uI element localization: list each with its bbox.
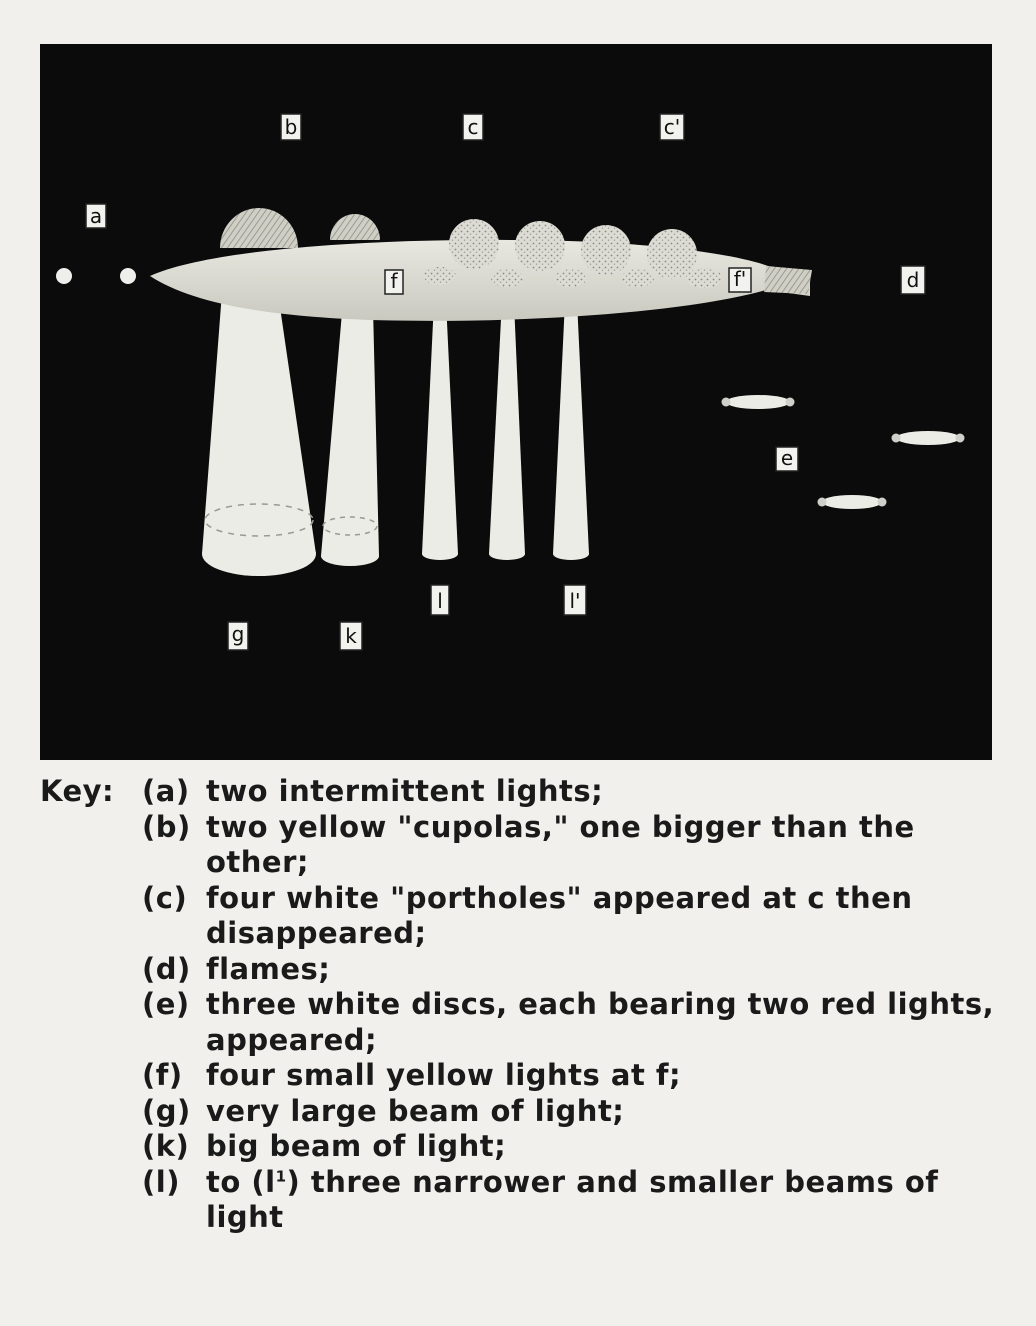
- svg-text:e: e: [780, 446, 794, 470]
- small-light-1: [424, 267, 456, 285]
- key-text: two yellow "cupolas," one bigger than the other;: [206, 809, 915, 879]
- svg-text:l': l': [569, 589, 581, 613]
- key-item-d: [40, 952, 1000, 988]
- key-item-g: [40, 1094, 1000, 1130]
- key-item-l: [40, 1165, 1000, 1236]
- svg-text:d: d: [906, 268, 920, 292]
- porthole-2: [515, 221, 565, 271]
- svg-text:a: a: [89, 204, 103, 228]
- svg-text:g: g: [231, 622, 245, 646]
- key-code: (k): [142, 1129, 190, 1163]
- key-text: very large beam of light;: [206, 1093, 625, 1128]
- small-light-2: [491, 269, 523, 287]
- key-text: big beam of light;: [206, 1129, 507, 1163]
- key-text: [206, 1165, 1000, 1236]
- svg-text:f': f': [733, 267, 747, 291]
- key-item-c: [40, 881, 1000, 952]
- label-a: [86, 204, 106, 228]
- label-b: [281, 114, 301, 140]
- key-heading: Key:: [40, 774, 115, 808]
- label-f: [385, 269, 403, 294]
- small-light-3: [555, 269, 587, 287]
- key-item-k: [40, 1129, 1000, 1165]
- label-k: [340, 622, 362, 650]
- intermittent-light-2: [120, 268, 136, 284]
- svg-text:l: l: [437, 589, 443, 613]
- label-d: [901, 266, 925, 294]
- key-text: flames;: [206, 951, 331, 986]
- key-text: two intermittent lights;: [206, 774, 604, 808]
- key-code: (b): [142, 809, 191, 844]
- key-code: (d): [142, 951, 191, 986]
- key-code: (g): [142, 1093, 191, 1128]
- porthole-3: [581, 225, 631, 275]
- figure-key: [40, 774, 1000, 1236]
- ufo-diagram: [40, 44, 992, 760]
- key-code: (l): [142, 1164, 180, 1199]
- flames: [764, 266, 812, 294]
- label-e: [776, 446, 798, 471]
- svg-text:f: f: [390, 269, 398, 293]
- svg-text:k: k: [345, 624, 357, 648]
- small-light-4: [622, 269, 654, 287]
- svg-text:b: b: [284, 115, 298, 139]
- small-light-5: [686, 268, 722, 288]
- key-text: four white "portholes" appeared at c then disappeared;: [206, 880, 913, 950]
- key-item-b: [40, 810, 1000, 881]
- label-l: [431, 585, 449, 615]
- svg-text:c: c: [467, 115, 479, 139]
- key-text-part: to (l: [206, 1164, 276, 1199]
- key-code: (c): [142, 880, 188, 915]
- key-item-f: [40, 1058, 1000, 1094]
- key-code: (a): [142, 774, 190, 808]
- key-text-part: ) three narrower and smaller beams of light: [206, 1164, 939, 1234]
- label-g: [228, 622, 248, 650]
- key-code: (f): [142, 1058, 183, 1092]
- porthole-4: [647, 229, 697, 279]
- label-f-prime: [729, 267, 751, 292]
- key-text: four small yellow lights at f;: [206, 1058, 682, 1092]
- key-item-a: [40, 774, 1000, 810]
- key-item-e: [40, 987, 1000, 1058]
- label-c: [463, 114, 483, 140]
- label-l-prime: [564, 585, 586, 615]
- svg-text:c': c': [663, 115, 681, 139]
- key-text: three white discs, each bearing two red lights, appeared;: [206, 987, 995, 1057]
- porthole-1: [449, 219, 499, 269]
- label-c-prime: [660, 114, 684, 140]
- superscript-one: 1: [275, 1166, 287, 1185]
- key-code: (e): [142, 987, 190, 1021]
- intermittent-light-1: [56, 268, 72, 284]
